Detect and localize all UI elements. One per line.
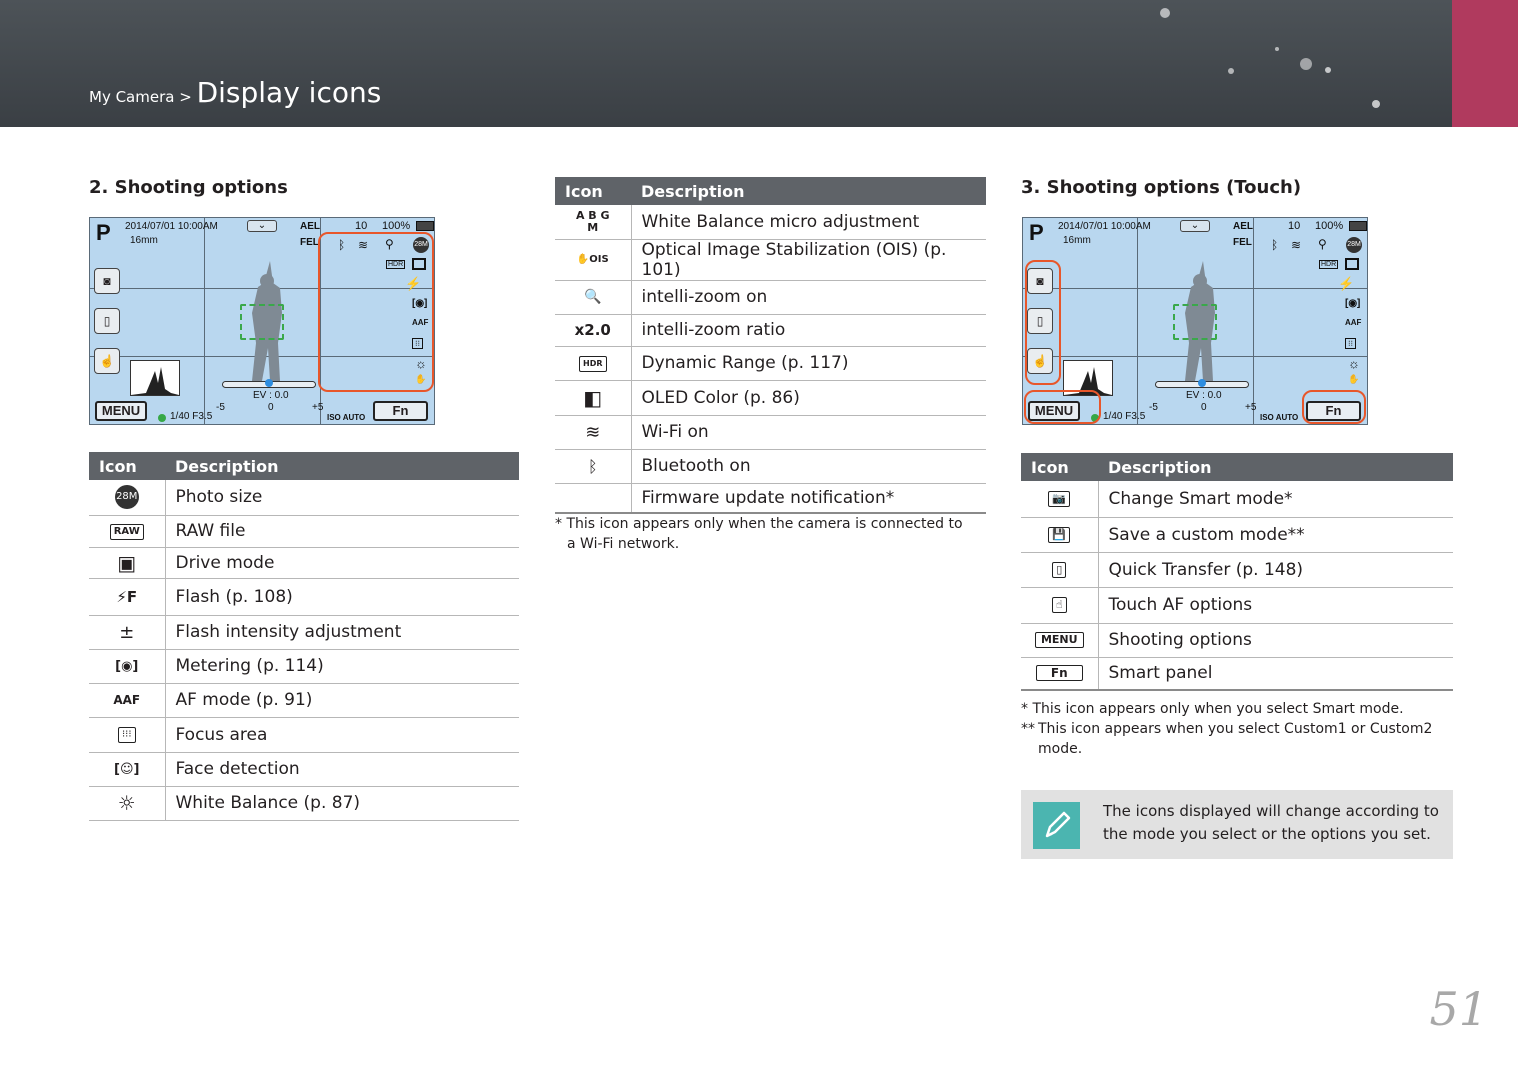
- highlight-frame-menu: [1024, 390, 1101, 424]
- white-balance-icon: ☼: [415, 356, 427, 371]
- status-dot: [158, 414, 166, 422]
- ev-scale-mid: 0: [268, 402, 274, 413]
- metering-icon: [◉]: [89, 649, 165, 683]
- battery-level: 100%: [1315, 220, 1344, 232]
- ev-value: EV : 0.0: [1186, 390, 1222, 401]
- bluetooth-icon: ᛒ: [1271, 238, 1279, 252]
- flash-icon: ⚡F: [89, 578, 165, 615]
- table-cell-desc: Optical Image Stabilization (OIS) (p. 101): [631, 239, 986, 280]
- intelli-zoom-icon: ⚲: [385, 237, 394, 251]
- chapter-tab: [1452, 0, 1518, 127]
- table-cell-desc: Change Smart mode*: [1098, 481, 1453, 517]
- table-cell-desc: Touch AF options: [1098, 587, 1453, 623]
- photo-size-icon: 28M: [413, 237, 429, 253]
- bluetooth-icon: ᛒ: [338, 238, 346, 252]
- breadcrumb-parent[interactable]: My Camera >: [89, 88, 197, 106]
- mode-indicator: P: [96, 220, 111, 245]
- focus-area-icon: ⁝⁝: [412, 338, 423, 349]
- af-mode-icon: AAF: [1345, 318, 1362, 327]
- menu-icon: MENU: [1021, 623, 1098, 657]
- wifi-icon: ≋: [1291, 238, 1302, 252]
- ev-scale-min: -5: [216, 402, 225, 413]
- footnote-custom-mode: [1021, 719, 1451, 759]
- section-title-shooting-options: 2. Shooting options: [89, 177, 288, 198]
- table-cell-desc: Save a custom mode**: [1098, 517, 1453, 552]
- exposure-text: 1/40 F3.5: [1103, 411, 1146, 422]
- page-header: [0, 0, 1518, 127]
- table-cell-desc: Wi-Fi on: [631, 415, 986, 449]
- battery-icon: [416, 221, 434, 231]
- table-cell-desc: Shooting options: [1098, 623, 1453, 657]
- table-cell-desc: Firmware update notification*: [631, 483, 986, 513]
- col-header-icon: Icon: [89, 452, 165, 480]
- focus-area-icon: ⁝⁝: [1345, 338, 1356, 349]
- table-cell-desc: Smart panel: [1098, 657, 1453, 690]
- face-detection-icon: [☺]: [89, 752, 165, 786]
- focus-area-icon: ⁝⁝⁝: [89, 717, 165, 752]
- chevron-down-icon: ⌄: [1180, 220, 1210, 232]
- ev-scale-min: -5: [1149, 402, 1158, 413]
- flash-icon: ⚡: [405, 276, 422, 291]
- dynamic-range-icon: HDR: [555, 346, 631, 380]
- focal-text: 16mm: [1063, 235, 1091, 246]
- table-cell-desc: Metering (p. 114): [165, 649, 519, 683]
- mode-indicator: P: [1029, 220, 1044, 245]
- battery-icon: [1349, 221, 1367, 231]
- flash-intensity-icon: ±: [89, 615, 165, 649]
- smart-mode-icon: ◙: [1027, 268, 1053, 294]
- col-header-description: Description: [631, 177, 986, 205]
- footnote-mark: **: [1021, 721, 1035, 737]
- menu-button: MENU: [95, 401, 147, 421]
- table-cell-desc: Quick Transfer (p. 148): [1098, 552, 1453, 587]
- bluetooth-icon: ᛒ: [555, 449, 631, 483]
- af-frame: [1173, 304, 1217, 340]
- white-balance-icon: ☼: [89, 786, 165, 820]
- photo-size-icon: 28M: [1346, 237, 1362, 253]
- touch-af-icon: ☝: [1027, 348, 1053, 374]
- firmware-update-icon: [555, 483, 631, 513]
- display-icons-table: [555, 177, 986, 514]
- footnote-custom-text: This icon appears when you select Custom1 or Custom2 mode.: [1038, 721, 1433, 757]
- quick-transfer-icon: ▯: [1021, 552, 1098, 587]
- camera-screen-touch-diagram: [1022, 217, 1368, 425]
- ev-scale-mid: 0: [1201, 402, 1207, 413]
- col-header-description: Description: [1098, 453, 1453, 481]
- af-frame: [240, 304, 284, 340]
- ev-slider-handle: [1198, 379, 1206, 387]
- raw-file-icon: RAW: [89, 515, 165, 547]
- touch-options-table: [1021, 453, 1453, 691]
- fn-icon: Fn: [1021, 657, 1098, 690]
- exposure-text: 1/40 F3.5: [170, 411, 213, 422]
- wifi-icon: ≋: [358, 238, 369, 252]
- datetime-text: 2014/07/01 10:00AM: [125, 221, 218, 232]
- hdr-icon: HDR: [388, 261, 404, 268]
- tip-box: [1021, 790, 1453, 859]
- af-mode-icon: AAF: [89, 683, 165, 717]
- ael-text: AEL: [300, 221, 320, 232]
- ois-icon: ✋OIS: [555, 239, 631, 280]
- intelli-zoom-icon: ⚲: [1318, 237, 1327, 251]
- chevron-down-icon: ⌄: [247, 220, 277, 232]
- hdr-icon: HDR: [1321, 261, 1337, 268]
- fn-button: Fn: [373, 401, 428, 421]
- col-header-icon: Icon: [1021, 453, 1098, 481]
- table-cell-desc: Flash intensity adjustment: [165, 615, 519, 649]
- table-cell-desc: OLED Color (p. 86): [631, 380, 986, 415]
- page-number: 51: [1429, 982, 1488, 1036]
- pencil-icon: [1033, 802, 1080, 849]
- fel-text: FEL: [300, 237, 319, 248]
- table-cell-desc: White Balance micro adjustment: [631, 205, 986, 239]
- focal-text: 16mm: [130, 235, 158, 246]
- table-cell-desc: Drive mode: [165, 547, 519, 578]
- breadcrumb: [89, 76, 381, 109]
- touch-af-icon: ☝: [1021, 587, 1098, 623]
- wifi-icon: ≋: [555, 415, 631, 449]
- af-mode-icon: AAF: [412, 318, 429, 327]
- table-cell-desc: RAW file: [165, 515, 519, 547]
- highlight-frame: [318, 232, 434, 392]
- table-cell-desc: Dynamic Range (p. 117): [631, 346, 986, 380]
- shooting-options-table: [89, 452, 519, 821]
- quick-transfer-icon: ▯: [94, 308, 120, 334]
- flash-icon: ⚡: [1338, 276, 1355, 291]
- wb-micro-adjust-icon: A B G M: [555, 205, 631, 239]
- table-cell-desc: AF mode (p. 91): [165, 683, 519, 717]
- datetime-text: 2014/07/01 10:00AM: [1058, 221, 1151, 232]
- fn-button: Fn: [1306, 401, 1361, 421]
- table-cell-desc: Bluetooth on: [631, 449, 986, 483]
- touch-af-icon: ☝: [94, 348, 120, 374]
- battery-level: 100%: [382, 220, 411, 232]
- metering-icon: [◉]: [412, 298, 428, 309]
- oled-color-icon: ◧: [555, 380, 631, 415]
- menu-button: MENU: [1028, 401, 1080, 421]
- fel-text: FEL: [1233, 237, 1252, 248]
- drive-mode-icon: [1345, 258, 1359, 270]
- shots-remaining: 10: [355, 220, 368, 232]
- photo-size-icon: 28M: [89, 480, 165, 515]
- metering-icon: [◉]: [1345, 298, 1361, 309]
- page-title: Display icons: [196, 76, 382, 109]
- ev-slider-handle: [265, 379, 273, 387]
- footnote-wifi: * This icon appears only when the camera is connected to a Wi-Fi network.: [555, 516, 963, 552]
- highlight-frame-left: [1025, 260, 1061, 385]
- intelli-zoom-icon: 🔍: [555, 280, 631, 314]
- col-header-icon: Icon: [555, 177, 631, 205]
- ois-icon: ✋: [415, 374, 427, 384]
- ev-scale-max: +5: [1245, 402, 1257, 413]
- table-cell-desc: White Balance (p. 87): [165, 786, 519, 820]
- drive-mode-icon: ▣: [89, 547, 165, 578]
- highlight-frame-fn: [1302, 390, 1366, 424]
- tip-text: The icons displayed will change according to the mode you select or the options you set.: [1103, 802, 1439, 843]
- save-custom-mode-icon: 💾: [1021, 517, 1098, 552]
- table-cell-desc: intelli-zoom ratio: [631, 314, 986, 346]
- iso-text: ISO AUTO: [1260, 413, 1299, 422]
- shots-remaining: 10: [1288, 220, 1301, 232]
- intelli-zoom-ratio-icon: x2.0: [555, 314, 631, 346]
- ev-value: EV : 0.0: [253, 390, 289, 401]
- ev-scale-max: +5: [312, 402, 324, 413]
- ois-icon: ✋: [1348, 374, 1360, 384]
- table-cell-desc: Focus area: [165, 717, 519, 752]
- iso-text: ISO AUTO: [327, 413, 366, 422]
- footnote-smart-mode: * This icon appears only when you select Smart mode.: [1021, 701, 1404, 717]
- ael-text: AEL: [1233, 221, 1253, 232]
- table-cell-desc: Flash (p. 108): [165, 578, 519, 615]
- table-cell-desc: intelli-zoom on: [631, 280, 986, 314]
- table-cell-desc: Photo size: [165, 480, 519, 515]
- quick-transfer-icon: ▯: [1027, 308, 1053, 334]
- camera-screen-diagram: [89, 217, 435, 425]
- col-header-description: Description: [165, 452, 519, 480]
- section-title-touch-options: 3. Shooting options (Touch): [1021, 177, 1302, 198]
- smart-mode-icon: ◙: [94, 268, 120, 294]
- histogram: [130, 360, 180, 396]
- smart-mode-icon: 📷: [1021, 481, 1098, 517]
- table-cell-desc: Face detection: [165, 752, 519, 786]
- white-balance-icon: ☼: [1348, 356, 1360, 371]
